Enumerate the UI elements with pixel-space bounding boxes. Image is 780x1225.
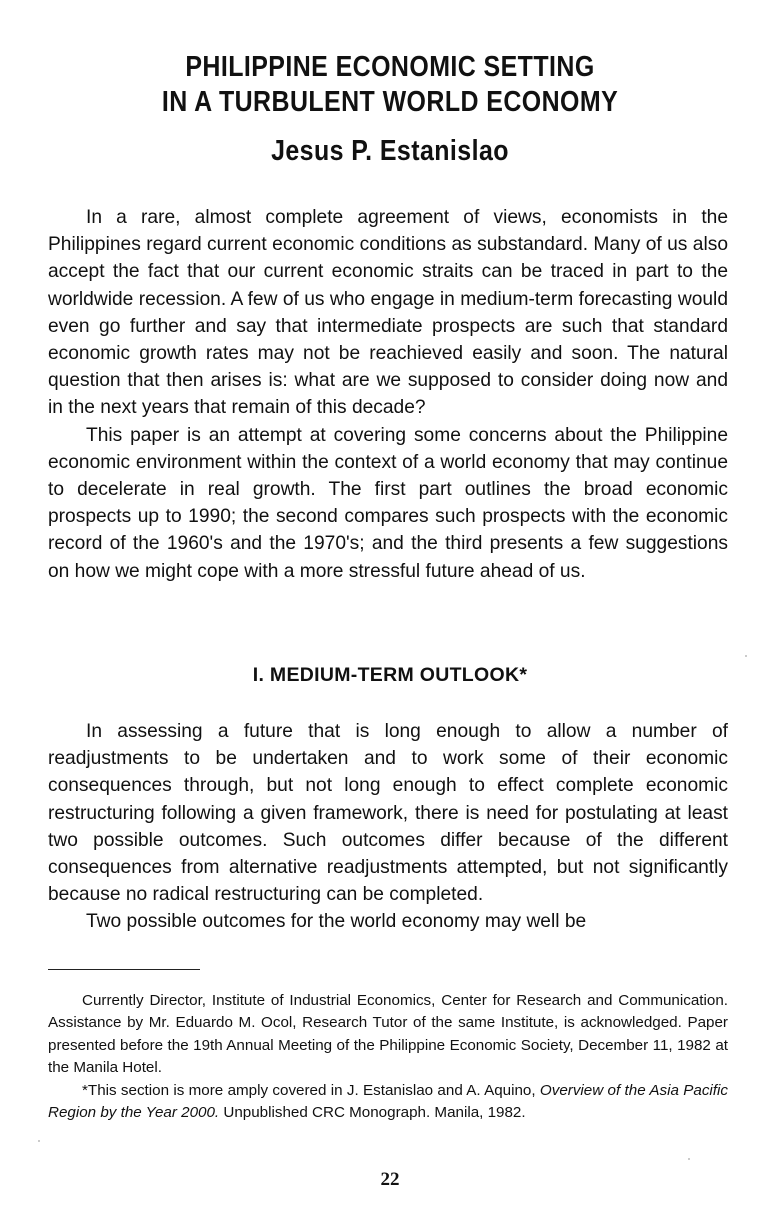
footnote-note-post: Unpublished CRC Monograph. Manila, 1982.: [219, 1104, 526, 1122]
title-line-1: PHILIPPINE ECONOMIC SETTING: [185, 51, 595, 83]
section-paragraph-1: In assessing a future that is long enough to allow a number of readjustments to be undertaken and to work some of their economic consequences through, but not long enough to effect complete economic restructuring following a given framework, there is need for postulating at least two possible outcomes. Such outcomes differ because of the different consequences from alternative readjustments attempted, but not significantly because no radical restructuring can be completed.: [48, 721, 728, 906]
scan-speck: [38, 1140, 40, 1142]
footnotes: [48, 990, 728, 1124]
scan-speck: [745, 655, 747, 657]
footnote-note-pre: *This section is more amply covered in J. Estanislao and A. Aquino,: [82, 1081, 540, 1099]
section-paragraph-2: Two possible outcomes for the world economy may well be: [86, 911, 587, 933]
footnote-note-title: Overview of the Asia Pacific Region by the Year 2000.: [48, 1081, 728, 1122]
section-body: [48, 718, 728, 936]
page-number: 22: [380, 1169, 400, 1190]
introduction: [48, 204, 728, 585]
intro-paragraph-2: This paper is an attempt at covering some concerns about the Philippine economic environment within the context of a world economy that may continue to decelerate in real growth. The first part outlines the broad economic prospects up to 1990; the second compares such prospects with the economic record of the 1960's and the 1970's; and the third presents a few suggestions on how we might cope with a more stressful future ahead of us.: [48, 424, 728, 582]
footnote-section-note: [48, 1080, 728, 1125]
section-heading: I. MEDIUM-TERM OUTLOOK*: [252, 664, 528, 686]
title-line-2: IN A TURBULENT WORLD ECONOMY: [161, 86, 619, 118]
footnote-affiliation: Currently Director, Institute of Industrial Economics, Center for Research and Communication. Assistance by Mr. Eduardo M. Ocol, Research Tutor of the same Institute, is acknowledged. Paper presented before the 19th Annual Meeting of the Philippine Economic Society, December 11, 1982 at the Manila Hotel.: [48, 992, 728, 1077]
author-name: Jesus P. Estanislao: [271, 135, 509, 167]
scan-speck: [688, 1158, 690, 1160]
intro-paragraph-1: In a rare, almost complete agreement of views, economists in the Philippines regard current economic conditions as substandard. Many of us also accept the fact that our current economic straits can be traced in part to the worldwide recession. A few of us who engage in medium-term forecasting would even go further and say that intermediate prospects are such that standard economic growth rates may not be reachieved easily and soon. The natural question that then arises is: what are we supposed to consider doing now and in the next years that remain of this decade?: [48, 207, 728, 419]
footnote-divider: [48, 969, 200, 970]
